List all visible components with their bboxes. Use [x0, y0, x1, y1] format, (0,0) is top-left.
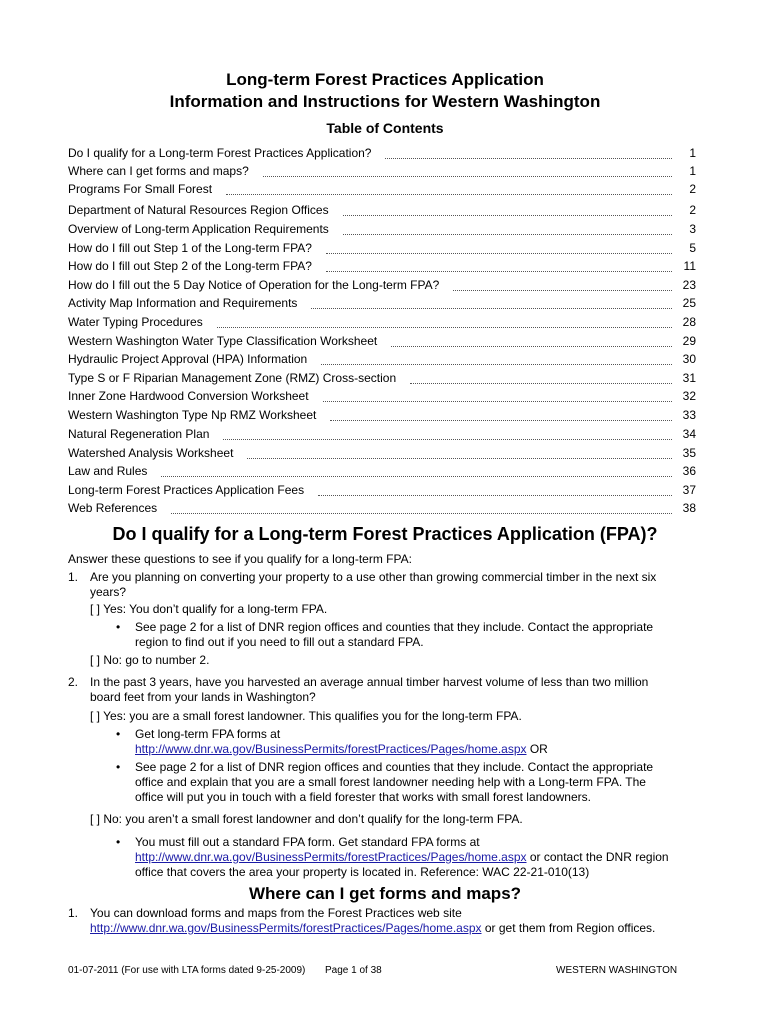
toc-entry-page: 36: [682, 464, 696, 478]
toc-entry[interactable]: [68, 314, 696, 330]
question-2-no-option: [ ] No: you aren’t a small forest landowner and don’t qualify for the long-term FPA.: [90, 812, 523, 826]
toc-leader-dots: [263, 176, 672, 177]
toc-entry[interactable]: [68, 181, 696, 197]
q2-bullet-1-text: Get long-term FPA forms at: [135, 727, 281, 741]
toc-entry[interactable]: [68, 277, 696, 293]
toc-entry[interactable]: [68, 388, 696, 404]
toc-entry-page: 25: [682, 296, 696, 310]
toc-entry-page: 37: [682, 483, 696, 497]
toc-entry-page: 2: [689, 182, 696, 196]
toc-entry-label: How do I fill out the 5 Day Notice of Operation for the Long-term FPA?: [68, 278, 440, 292]
toc-entry-label: Where can I get forms and maps?: [68, 164, 249, 178]
toc-entry-label: Web References: [68, 501, 158, 515]
toc-entry-page: 23: [682, 278, 696, 292]
toc-entry[interactable]: [68, 240, 696, 256]
toc-leader-dots: [410, 383, 672, 384]
question-2-yes-option: [ ] Yes: you are a small forest landowner. This qualifies you for the long-term FPA.: [90, 709, 522, 723]
toc-entry-page: 32: [682, 389, 696, 403]
toc-entry-page: 1: [689, 164, 696, 178]
toc-entry-label: Do I qualify for a Long-term Forest Practices Application?: [68, 146, 372, 160]
document-title-line2: Information and Instructions for Western Washington: [169, 92, 601, 111]
question-2-text-cont: board feet from your lands in Washington?: [90, 690, 316, 704]
toc-leader-dots: [343, 234, 672, 235]
bullet-icon: •: [116, 760, 121, 774]
toc-leader-dots: [171, 513, 672, 514]
standard-forms-link[interactable]: http://www.dnr.wa.gov/BusinessPermits/forestPractices/Pages/home.aspx: [135, 850, 527, 864]
toc-entry-page: 29: [682, 334, 696, 348]
q2-bullet-2-text-cont2: office will put you in touch with a field forester that works with small forest landowners.: [135, 790, 591, 804]
toc-entry[interactable]: [68, 370, 696, 386]
q2-bullet-3-text: You must fill out a standard FPA form. Get standard FPA forms at: [135, 835, 480, 849]
toc-entry-page: 5: [689, 241, 696, 255]
toc-leader-dots: [326, 253, 672, 254]
question-1-yes-option: [ ] Yes: You don’t qualify for a long-term FPA.: [90, 602, 328, 616]
footer-page-number: Page 1 of 38: [325, 965, 382, 976]
bullet-icon: •: [116, 835, 121, 849]
q2-bullet-2-text: See page 2 for a list of DNR region offices and counties that they include. Contact the appropriate: [135, 760, 654, 774]
toc-entry-label: Overview of Long-term Application Requirements: [68, 222, 329, 236]
bullet-icon: •: [116, 727, 121, 741]
toc-leader-dots: [330, 420, 672, 421]
footer-region: WESTERN WASHINGTON: [556, 965, 678, 976]
toc-leader-dots: [453, 290, 672, 291]
toc-heading: Table of Contents: [326, 120, 444, 136]
toc-entry[interactable]: [68, 221, 696, 237]
q2-bullet-2-text-cont: office and explain that you are a small forest landowner needing help with a Long-term FPA. The: [135, 775, 646, 789]
toc-entry[interactable]: [68, 407, 696, 423]
toc-leader-dots: [223, 439, 672, 440]
toc-entry[interactable]: [68, 258, 696, 274]
toc-entry[interactable]: [68, 333, 696, 349]
question-2-text: In the past 3 years, have you harvested an average annual timber harvest volume of less than two million: [90, 675, 649, 689]
toc-entry[interactable]: [68, 482, 696, 498]
q1-bullet-text: See page 2 for a list of DNR region offices and counties that they include. Contact the appropriate: [135, 620, 654, 634]
forms-link[interactable]: http://www.dnr.wa.gov/BusinessPermits/forestPractices/Pages/home.aspx: [135, 742, 527, 756]
toc-leader-dots: [385, 158, 672, 159]
toc-entry[interactable]: [68, 463, 696, 479]
toc-entry[interactable]: [68, 351, 696, 367]
toc-entry-page: 33: [682, 408, 696, 422]
toc-leader-dots: [326, 271, 672, 272]
toc-entry-page: 34: [682, 427, 696, 441]
toc-entry-page: 30: [682, 352, 696, 366]
toc-entry[interactable]: [68, 145, 696, 161]
toc-leader-dots: [226, 194, 672, 195]
toc-leader-dots: [391, 346, 672, 347]
toc-entry-label: Long-term Forest Practices Application Fees: [68, 483, 305, 497]
toc-entry-label: Western Washington Water Type Classification Worksheet: [68, 334, 378, 348]
toc-entry[interactable]: [68, 202, 696, 218]
qualify-heading: Do I qualify for a Long-term Forest Practices Application (FPA)?: [112, 524, 658, 544]
question-1-text-cont: years?: [90, 585, 127, 599]
toc-entry-label: Western Washington Type Np RMZ Worksheet: [68, 408, 317, 422]
toc-entry-label: Activity Map Information and Requirements: [68, 296, 298, 310]
forms-item-number: 1.: [68, 906, 79, 920]
question-2-number: 2.: [68, 675, 79, 689]
toc-entry-label: Watershed Analysis Worksheet: [68, 446, 234, 460]
toc-leader-dots: [323, 401, 672, 402]
toc-entry-label: Type S or F Riparian Management Zone (RMZ) Cross-section: [68, 371, 397, 385]
toc-leader-dots: [247, 458, 672, 459]
toc-entry[interactable]: [68, 426, 696, 442]
toc-entry-page: 2: [689, 203, 696, 217]
toc-entry[interactable]: [68, 163, 696, 179]
footer-date: 01-07-2011 (For use with LTA forms dated 9-25-2009): [68, 965, 306, 976]
toc-entry-label: Water Typing Procedures: [68, 315, 203, 329]
toc-entry[interactable]: [68, 500, 696, 516]
q2-bullet-1-line2: [135, 742, 548, 757]
toc-entry-page: 35: [682, 446, 696, 460]
toc-entry-page: 1: [689, 146, 696, 160]
toc-leader-dots: [161, 476, 672, 477]
q2-bullet-1-tail: OR: [526, 742, 548, 756]
question-1-text: Are you planning on converting your property to a use other than growing commercial timber in the next six: [90, 570, 657, 584]
q2-bullet-3-tail: or contact the DNR region: [526, 850, 669, 864]
toc-entry-label: Law and Rules: [68, 464, 148, 478]
forms-item-text: You can download forms and maps from the Forest Practices web site: [90, 906, 462, 920]
toc-entry-page: 11: [683, 259, 696, 273]
forms-web-link[interactable]: http://www.dnr.wa.gov/BusinessPermits/forestPractices/Pages/home.aspx: [90, 921, 482, 935]
toc-entry-page: 28: [682, 315, 696, 329]
q2-bullet-3-line2: [135, 850, 669, 865]
toc-entry-page: 3: [689, 222, 696, 236]
question-1-no-option: [ ] No: go to number 2.: [90, 653, 210, 667]
forms-heading: Where can I get forms and maps?: [248, 884, 522, 903]
toc-entry-label: Department of Natural Resources Region Offices: [68, 203, 329, 217]
toc-entry[interactable]: [68, 445, 696, 461]
toc-leader-dots: [217, 327, 672, 328]
toc-leader-dots: [343, 215, 672, 216]
toc-entry-label: How do I fill out Step 2 of the Long-term FPA?: [68, 259, 312, 273]
toc-leader-dots: [321, 364, 672, 365]
question-1-number: 1.: [68, 570, 79, 584]
toc-entry-page: 38: [682, 501, 696, 515]
toc-entry-label: Natural Regeneration Plan: [68, 427, 210, 441]
q2-bullet-3-text-cont: office that covers the area your property is located in. Reference: WAC 22-21-010(13): [135, 865, 590, 879]
forms-item-line2: [90, 921, 655, 936]
qualify-intro: Answer these questions to see if you qualify for a long-term FPA:: [68, 552, 412, 566]
bullet-icon: •: [116, 620, 121, 634]
toc-entry-label: Programs For Small Forest: [68, 182, 213, 196]
toc-entry-label: Inner Zone Hardwood Conversion Worksheet: [68, 389, 309, 403]
forms-item-tail: or get them from Region offices.: [481, 921, 656, 935]
toc-entry-page: 31: [682, 371, 696, 385]
document-title-line1: Long-term Forest Practices Application: [226, 70, 544, 89]
toc-entry-label: How do I fill out Step 1 of the Long-term FPA?: [68, 241, 312, 255]
toc-leader-dots: [318, 495, 672, 496]
toc-entry-label: Hydraulic Project Approval (HPA) Information: [68, 352, 308, 366]
toc-entry[interactable]: [68, 295, 696, 311]
q1-bullet-text-cont: region to find out if you need to fill out a standard FPA.: [135, 635, 424, 649]
toc-leader-dots: [311, 308, 672, 309]
